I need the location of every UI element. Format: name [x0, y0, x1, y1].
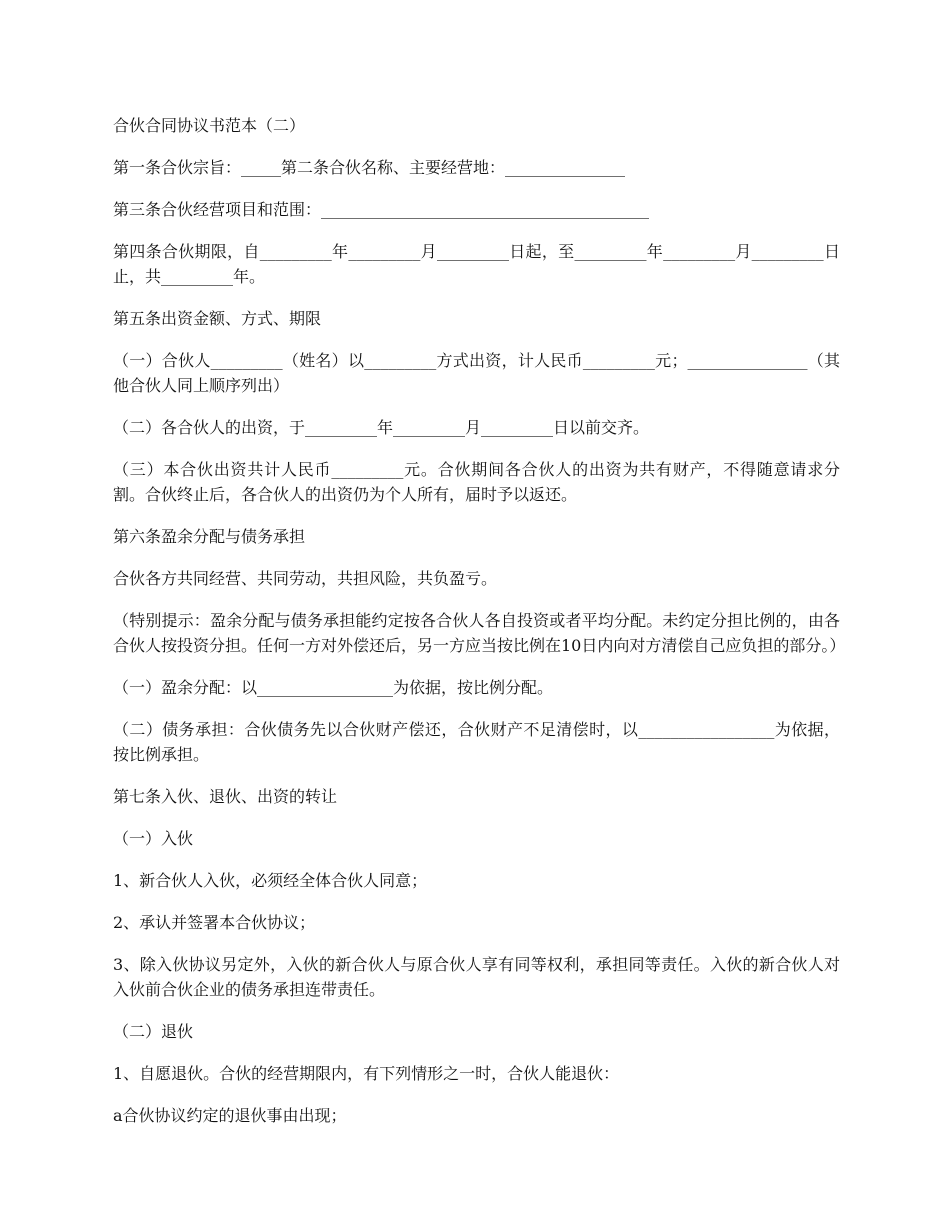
- clause-5-heading: 第五条出资金额、方式、期限: [113, 309, 322, 328]
- clause-4: 第四条合伙期限，自_________年_________月_________日起，至_________年_________月_________日止，共_________年。: [113, 242, 840, 286]
- clause-6-item-1: （一）盈余分配：以_________________为依据，按比例分配。: [113, 678, 554, 697]
- clause-7-sub-2-item-a: a合伙协议约定的退伙事由出现；: [113, 1106, 347, 1125]
- document-title: 合伙合同协议书范本（二）: [113, 116, 306, 135]
- clause-3: 第三条合伙经营项目和范围：_________________________________________: [113, 200, 650, 219]
- clause-6-body: 合伙各方共同经营、共同劳动，共担风险，共负盈亏。: [113, 569, 498, 588]
- clause-7-sub-2: （二）退伙: [113, 1022, 194, 1041]
- clause-6-note: （特别提示：盈余分配与债务承担能约定按各合伙人各自投资或者平均分配。未约定分担比例的，由各合伙人按投资分担。任何一方对外偿还后，另一方应当按比例在10日内向对方清偿自己应负担的部分。）: [113, 611, 846, 655]
- document-body: [113, 113, 846, 1145]
- clause-7-sub-1-item-1: 1、新合伙人入伙，必须经全体合伙人同意；: [113, 871, 428, 890]
- clause-6-heading: 第六条盈余分配与债务承担: [113, 527, 306, 546]
- clause-7-sub-1-item-2: 2、承认并签署本合伙协议；: [113, 913, 316, 932]
- clause-7-heading: 第七条入伙、退伙、出资的转让: [113, 787, 338, 806]
- clause-7-sub-2-item-1: 1、自愿退伙。合伙的经营期限内，有下列情形之一时，合伙人能退伙：: [113, 1064, 620, 1083]
- clause-7-sub-1-item-3: 3、除入伙协议另定外，入伙的新合伙人与原合伙人享有同等权利，承担同等责任。入伙的新合伙人对入伙前合伙企业的债务承担连带责任。: [113, 955, 840, 999]
- clause-5-item-3: （三）本合伙出资共计人民币_________元。合伙期间各合伙人的出资为共有财产，不得随意请求分割。合伙终止后，各合伙人的出资仍为个人所有，届时予以返还。: [113, 460, 840, 504]
- clause-7-sub-1: （一）入伙: [113, 829, 194, 848]
- clause-1-2: 第一条合伙宗旨：_____第二条合伙名称、主要经营地：_______________: [113, 158, 626, 177]
- clause-6-item-2: （二）债务承担：合伙债务先以合伙财产偿还，合伙财产不足清偿时，以_________________为依据，按比例承担。: [113, 720, 840, 764]
- clause-5-item-2: （二）各合伙人的出资，于_________年_________月_________日以前交齐。: [113, 418, 650, 437]
- clause-5-item-1: （一）合伙人_________（姓名）以_________方式出资，计人民币_________元；_______________（其他合伙人同上顺序列出）: [113, 351, 840, 395]
